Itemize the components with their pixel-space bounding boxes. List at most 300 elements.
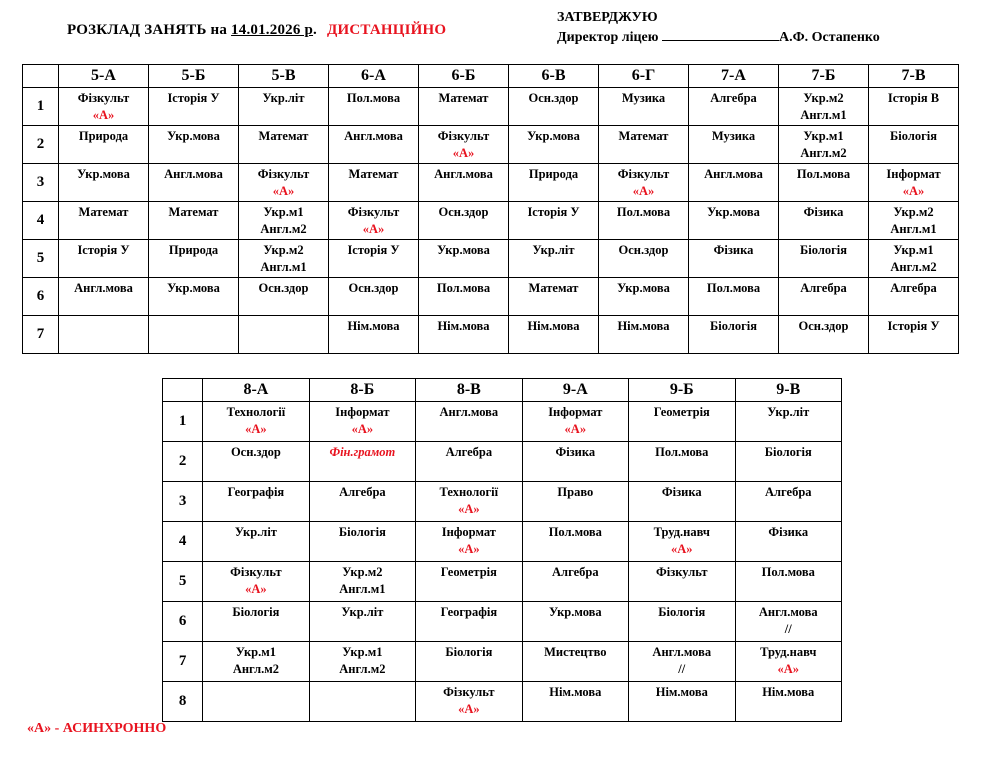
subject-name: Осн.здор	[438, 205, 489, 219]
subject-name: Укр.мова	[167, 281, 220, 295]
lesson-cell	[416, 682, 522, 722]
lesson-cell	[509, 278, 599, 316]
subject-name: Осн.здор	[528, 91, 579, 105]
subject-name: Англ.мова	[434, 167, 493, 181]
class-header: 6-В	[509, 65, 599, 88]
async-mark: «А»	[245, 422, 267, 436]
class-header: 8-В	[416, 379, 522, 402]
async-mark: «А»	[452, 146, 475, 160]
class-header: 7-В	[869, 65, 959, 88]
subject-line: Англ.м2	[800, 146, 847, 160]
lesson-cell	[309, 602, 415, 642]
lesson-cell	[149, 126, 239, 164]
subject-name: Труд.навч	[760, 645, 817, 659]
class-header: 8-А	[203, 379, 309, 402]
subject-name: Біологія	[338, 525, 386, 539]
lesson-cell	[689, 240, 779, 278]
lesson-cell	[419, 240, 509, 278]
subject-name: Фізика	[768, 525, 809, 539]
lesson-cell	[329, 126, 419, 164]
lesson-cell	[239, 278, 329, 316]
lesson-number: 2	[163, 442, 203, 482]
subject-name: Природа	[528, 167, 579, 181]
lesson-number: 7	[163, 642, 203, 682]
subject-name: Фізика	[555, 445, 596, 459]
lesson-cell	[149, 240, 239, 278]
async-mark: «А»	[458, 502, 480, 516]
subject-name: Пол.мова	[761, 565, 815, 579]
corner-cell	[23, 65, 59, 88]
subject-name: Англ.мова	[164, 167, 223, 181]
subject-name: Пол.мова	[616, 205, 671, 219]
async-mark: «А»	[458, 702, 480, 716]
lesson-cell	[509, 202, 599, 240]
lesson-cell	[419, 278, 509, 316]
lesson-number: 4	[163, 522, 203, 562]
subject-name: Англ.мова	[704, 167, 763, 181]
lesson-cell	[239, 88, 329, 126]
async-mark: «А»	[272, 184, 295, 198]
lesson-cell	[203, 442, 309, 482]
subject-name: Біологія	[710, 319, 757, 333]
lesson-number: 8	[163, 682, 203, 722]
lesson-cell	[509, 126, 599, 164]
subject-name: Алгебра	[445, 445, 493, 459]
subject-name: Алгебра	[339, 485, 386, 499]
lesson-cell	[203, 682, 309, 722]
lesson-cell	[329, 316, 419, 354]
subject-name: Математ	[348, 167, 399, 181]
lesson-cell	[416, 562, 522, 602]
class-header: 6-Б	[419, 65, 509, 88]
lesson-cell	[522, 682, 628, 722]
async-mark: «А»	[777, 662, 800, 676]
class-header: 5-Б	[149, 65, 239, 88]
lesson-cell	[869, 278, 959, 316]
subject-name: Укр.м2	[263, 243, 304, 257]
subject-name: Укр.м1	[235, 645, 276, 659]
lesson-cell	[689, 278, 779, 316]
lesson-cell	[329, 202, 419, 240]
async-mark: «А»	[671, 542, 693, 556]
lesson-cell	[203, 562, 309, 602]
subject-name: Математ	[438, 91, 489, 105]
async-mark: «А»	[902, 184, 925, 198]
async-mark: «А»	[362, 222, 385, 236]
lesson-cell	[509, 316, 599, 354]
lesson-cell	[629, 402, 735, 442]
subject-name: Укр.мова	[167, 129, 220, 143]
lesson-number: 3	[23, 164, 59, 202]
subject-name: Англ.мова	[74, 281, 133, 295]
subject-name: Технології	[439, 485, 499, 499]
subject-name: Пол.мова	[706, 281, 761, 295]
lesson-cell	[599, 240, 689, 278]
subject-name: Укр.м1	[263, 205, 304, 219]
lesson-cell	[203, 602, 309, 642]
schedule-table-5-7	[22, 64, 959, 354]
subject-name: Інформат	[886, 167, 941, 181]
signature-line	[662, 27, 779, 41]
lesson-cell	[59, 88, 149, 126]
subject-name: Укр.літ	[532, 243, 575, 257]
subject-name: Фізкульт	[617, 167, 670, 181]
subject-name: Історія У	[347, 243, 400, 257]
lesson-cell	[329, 88, 419, 126]
lesson-cell	[599, 316, 689, 354]
lesson-row	[23, 164, 959, 202]
subject-name: Пол.мова	[346, 91, 401, 105]
lesson-cell	[309, 402, 415, 442]
subject-line: Англ.м1	[339, 582, 386, 596]
lesson-row	[163, 642, 842, 682]
lesson-cell	[59, 316, 149, 354]
subject-name: Алгебра	[710, 91, 757, 105]
lesson-cell	[735, 522, 841, 562]
subject-line: Англ.м2	[260, 222, 307, 236]
lesson-cell	[329, 164, 419, 202]
corner-cell	[163, 379, 203, 402]
subject-name: Англ.мова	[344, 129, 403, 143]
lesson-number: 5	[163, 562, 203, 602]
class-header: 6-Г	[599, 65, 689, 88]
async-mark: «А»	[564, 422, 587, 436]
lesson-number: 1	[23, 88, 59, 126]
lesson-row	[23, 316, 959, 354]
subject-name: Пол.мова	[655, 445, 709, 459]
subject-name: Нім.мова	[549, 685, 602, 699]
lesson-cell	[309, 522, 415, 562]
subject-name: Укр.м2	[342, 565, 383, 579]
lesson-cell	[779, 278, 869, 316]
lesson-cell	[149, 164, 239, 202]
lesson-cell	[522, 482, 628, 522]
subject-name: Алгебра	[764, 485, 812, 499]
subject-name: Природа	[168, 243, 219, 257]
lesson-cell	[779, 240, 869, 278]
subject-name: Технології	[226, 405, 286, 419]
schedule-table-8-9	[162, 378, 842, 722]
lesson-cell	[689, 202, 779, 240]
lesson-cell	[869, 126, 959, 164]
lesson-cell	[629, 682, 735, 722]
lesson-cell	[522, 602, 628, 642]
lesson-row	[23, 126, 959, 164]
lesson-cell	[149, 202, 239, 240]
class-header: 8-Б	[309, 379, 415, 402]
async-mark: «А»	[92, 108, 115, 122]
subject-line: Англ.м1	[260, 260, 307, 274]
subject-name: Історія У	[77, 243, 130, 257]
mode-label: ДИСТАНЦІЙНО	[326, 22, 447, 38]
subject-name: Біологія	[445, 645, 493, 659]
subject-name: Історія В	[887, 91, 940, 105]
subject-name: Інформат	[548, 405, 603, 419]
subject-name: Укр.літ	[341, 605, 384, 619]
lesson-cell	[689, 126, 779, 164]
lesson-cell	[419, 126, 509, 164]
subject-name: Укр.м2	[803, 91, 844, 105]
subject-name: Музика	[621, 91, 666, 105]
subject-name: Нім.мова	[527, 319, 580, 333]
class-header: 5-В	[239, 65, 329, 88]
lesson-cell	[239, 164, 329, 202]
subject-name: Фізкульт	[656, 565, 708, 579]
subject-name: Математ	[258, 129, 309, 143]
lesson-cell	[629, 642, 735, 682]
lesson-cell	[735, 602, 841, 642]
subject-name: Укр.м1	[342, 645, 383, 659]
subject-name: Алгебра	[552, 565, 599, 579]
subject-line: Англ.м2	[339, 662, 386, 676]
subject-line: //	[678, 662, 686, 676]
subject-name: Нім.мова	[347, 319, 400, 333]
lesson-cell	[203, 402, 309, 442]
schedule-title	[67, 22, 446, 39]
subject-name: Англ.мова	[652, 645, 712, 659]
subject-name: Нім.мова	[655, 685, 708, 699]
lesson-row	[163, 602, 842, 642]
subject-name: Історія У	[527, 205, 580, 219]
lesson-cell	[522, 562, 628, 602]
lesson-cell	[869, 240, 959, 278]
subject-name: Осн.здор	[258, 281, 309, 295]
subject-name: Осн.здор	[348, 281, 399, 295]
subject-name: Нім.мова	[617, 319, 670, 333]
subject-name: Пол.мова	[436, 281, 491, 295]
subject-name: Біологія	[890, 129, 937, 143]
lesson-cell	[869, 164, 959, 202]
lesson-cell	[779, 164, 869, 202]
lesson-cell	[779, 202, 869, 240]
subject-name: Музика	[711, 129, 756, 143]
subject-name: Природа	[78, 129, 129, 143]
lesson-cell	[416, 442, 522, 482]
subject-name: Укр.м1	[803, 129, 844, 143]
subject-name: Укр.літ	[262, 91, 305, 105]
lesson-cell	[735, 442, 841, 482]
subject-name: Історія У	[167, 91, 220, 105]
class-header: 6-А	[329, 65, 419, 88]
subject-name: Укр.мова	[77, 167, 130, 181]
subject-name: Укр.мова	[617, 281, 670, 295]
subject-name: Укр.м1	[893, 243, 934, 257]
lesson-row	[23, 88, 959, 126]
lesson-row	[23, 202, 959, 240]
subject-name: Інформат	[441, 525, 496, 539]
lesson-number: 1	[163, 402, 203, 442]
director-name: А.Ф. Остапенко	[778, 30, 880, 45]
subject-name: Право	[557, 485, 594, 499]
subject-name: Фізкульт	[257, 167, 310, 181]
lesson-cell	[522, 402, 628, 442]
subject-name: Математ	[78, 205, 129, 219]
subject-name: Укр.мова	[548, 605, 602, 619]
lesson-cell	[735, 562, 841, 602]
subject-name: Біологія	[658, 605, 706, 619]
lesson-cell	[309, 682, 415, 722]
date-dot: .	[313, 22, 317, 38]
subject-name: Геометрія	[440, 565, 497, 579]
lesson-cell	[419, 88, 509, 126]
director-line	[557, 27, 880, 47]
lesson-number: 6	[163, 602, 203, 642]
subject-name: Фізика	[713, 243, 754, 257]
approval-block	[557, 8, 880, 47]
subject-name: Мистецтво	[544, 645, 607, 659]
subject-name: Укр.мова	[707, 205, 760, 219]
lesson-row	[163, 522, 842, 562]
lesson-row	[163, 402, 842, 442]
lesson-row	[23, 278, 959, 316]
lesson-cell	[59, 278, 149, 316]
class-header: 9-В	[735, 379, 841, 402]
lesson-cell	[735, 402, 841, 442]
lesson-cell	[509, 88, 599, 126]
lesson-row	[163, 442, 842, 482]
subject-name: Укр.мова	[527, 129, 580, 143]
subject-name: Укр.літ	[767, 405, 810, 419]
lesson-cell	[599, 278, 689, 316]
subject-name: Біологія	[800, 243, 847, 257]
lesson-row	[163, 682, 842, 722]
lesson-cell	[419, 316, 509, 354]
lesson-cell	[779, 126, 869, 164]
async-mark: «А»	[245, 582, 267, 596]
lesson-cell	[629, 522, 735, 562]
subject-line: //	[784, 622, 792, 636]
class-header: 7-А	[689, 65, 779, 88]
lesson-cell	[419, 202, 509, 240]
subject-name: Фізика	[803, 205, 844, 219]
subject-line: Англ.м1	[800, 108, 847, 122]
subject-name: Географія	[440, 605, 498, 619]
lesson-number: 6	[23, 278, 59, 316]
subject-name: Англ.мова	[758, 605, 818, 619]
async-mark: «А»	[351, 422, 374, 436]
director-label: Директор ліцею	[557, 30, 659, 45]
lesson-cell	[416, 522, 522, 562]
subject-name: Осн.здор	[798, 319, 849, 333]
subject-line: Англ.м1	[890, 222, 937, 236]
subject-name: Фін.грамот	[329, 445, 396, 459]
subject-name: Укр.літ	[234, 525, 277, 539]
lesson-number: 2	[23, 126, 59, 164]
lesson-cell	[599, 88, 689, 126]
schedule-date: 14.01.2026 р	[231, 22, 314, 38]
lesson-number: 3	[163, 482, 203, 522]
subject-name: Нім.мова	[762, 685, 815, 699]
subject-name: Фізика	[661, 485, 702, 499]
lesson-cell	[689, 316, 779, 354]
lesson-cell	[416, 602, 522, 642]
header-row	[23, 65, 959, 88]
approve-label: ЗАТВЕРДЖУЮ	[557, 10, 658, 25]
lesson-cell	[522, 442, 628, 482]
subject-name: Фізкульт	[77, 91, 130, 105]
subject-name: Фізкульт	[443, 685, 495, 699]
lesson-cell	[779, 88, 869, 126]
lesson-cell	[416, 642, 522, 682]
lesson-cell	[599, 126, 689, 164]
lesson-row	[163, 562, 842, 602]
subject-name: Математ	[618, 129, 669, 143]
subject-name: Фізкульт	[437, 129, 490, 143]
lesson-cell	[309, 642, 415, 682]
subject-name: Алгебра	[800, 281, 847, 295]
lesson-cell	[735, 642, 841, 682]
subject-name: Осн.здор	[230, 445, 281, 459]
subject-name: Алгебра	[890, 281, 937, 295]
lesson-cell	[869, 202, 959, 240]
lesson-cell	[59, 164, 149, 202]
subject-name: Пол.мова	[548, 525, 602, 539]
subject-name: Інформат	[335, 405, 390, 419]
lesson-cell	[629, 482, 735, 522]
lesson-cell	[416, 402, 522, 442]
subject-name: Укр.мова	[437, 243, 490, 257]
lesson-cell	[416, 482, 522, 522]
lesson-cell	[59, 202, 149, 240]
subject-name: Математ	[528, 281, 579, 295]
subject-name: Біологія	[764, 445, 812, 459]
title-prefix: РОЗКЛАД ЗАНЯТЬ на	[67, 22, 228, 38]
lesson-cell	[239, 316, 329, 354]
lesson-cell	[689, 88, 779, 126]
async-mark: «А»	[632, 184, 655, 198]
lesson-cell	[239, 240, 329, 278]
lesson-cell	[59, 240, 149, 278]
header-row	[163, 379, 842, 402]
subject-name: Труд.навч	[653, 525, 710, 539]
lesson-cell	[599, 202, 689, 240]
legend-async: «А» - АСИНХРОННО	[27, 721, 167, 736]
subject-name: Географія	[227, 485, 285, 499]
subject-name: Осн.здор	[618, 243, 669, 257]
lesson-cell	[329, 240, 419, 278]
lesson-number: 7	[23, 316, 59, 354]
lesson-cell	[629, 442, 735, 482]
subject-name: Математ	[168, 205, 219, 219]
lesson-cell	[59, 126, 149, 164]
lesson-cell	[869, 316, 959, 354]
subject-line: Англ.м2	[890, 260, 937, 274]
lesson-cell	[329, 278, 419, 316]
lesson-number: 5	[23, 240, 59, 278]
subject-name: Історія У	[887, 319, 940, 333]
lesson-cell	[599, 164, 689, 202]
subject-name: Біологія	[232, 605, 280, 619]
lesson-cell	[735, 482, 841, 522]
subject-name: Фізкульт	[230, 565, 282, 579]
lesson-cell	[309, 442, 415, 482]
lesson-cell	[522, 522, 628, 562]
lesson-number: 4	[23, 202, 59, 240]
lesson-cell	[522, 642, 628, 682]
lesson-cell	[309, 482, 415, 522]
lesson-cell	[149, 88, 239, 126]
lesson-cell	[309, 562, 415, 602]
lesson-cell	[203, 482, 309, 522]
subject-name: Англ.мова	[439, 405, 499, 419]
lesson-cell	[419, 164, 509, 202]
lesson-cell	[629, 562, 735, 602]
lesson-cell	[509, 164, 599, 202]
lesson-row	[163, 482, 842, 522]
class-header: 9-Б	[629, 379, 735, 402]
lesson-cell	[203, 642, 309, 682]
lesson-cell	[239, 202, 329, 240]
